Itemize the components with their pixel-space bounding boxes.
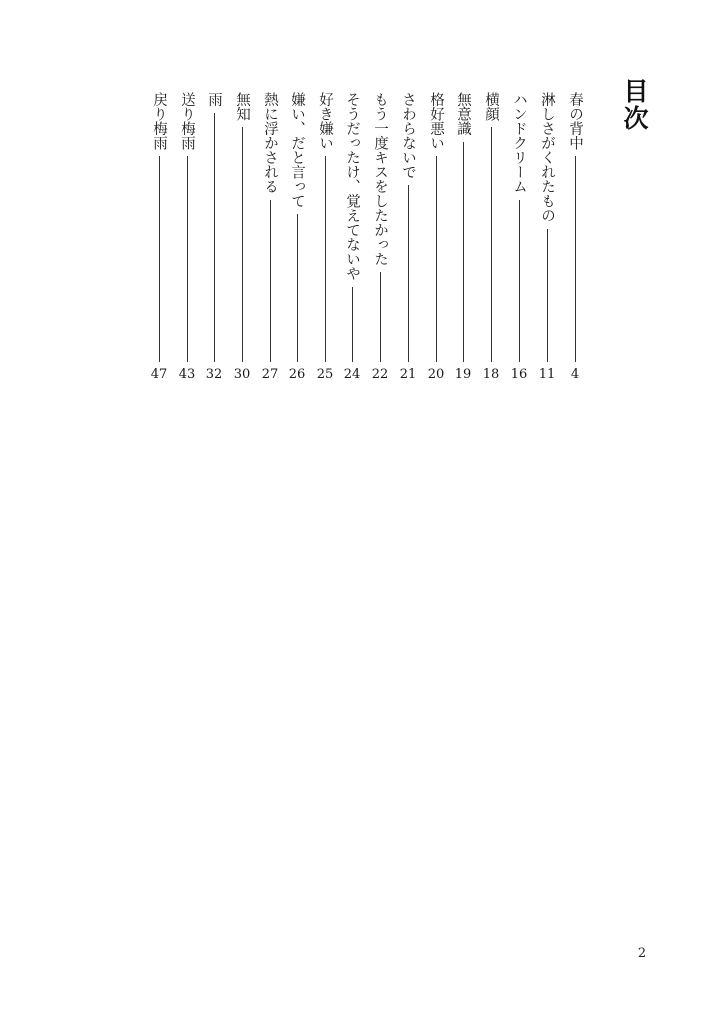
entry-title: 無意識 <box>455 92 471 136</box>
entry-title: 戻り梅雨 <box>151 92 167 150</box>
entry-page-number: 25 <box>316 367 334 382</box>
entry-page-number: 19 <box>454 367 472 382</box>
page-number: 2 <box>637 946 647 961</box>
leader-line <box>463 142 464 363</box>
toc-entry <box>315 92 335 382</box>
leader-line <box>547 229 548 363</box>
toc-entry <box>260 92 280 382</box>
entry-page-number: 32 <box>205 367 223 382</box>
toc-entry <box>398 92 418 382</box>
leader-line <box>242 127 243 362</box>
leader-line <box>575 156 576 362</box>
entry-page-number: 26 <box>288 367 306 382</box>
toc-entry <box>426 92 446 382</box>
leader-line <box>214 113 215 363</box>
leader-line <box>436 156 437 362</box>
toc-entry <box>481 92 501 382</box>
leader-line <box>187 156 188 362</box>
entry-page-number: 22 <box>371 367 389 382</box>
entry-title: 雨 <box>206 92 222 107</box>
toc-entry <box>565 92 585 382</box>
entry-title: 格好悪い <box>428 92 444 150</box>
toc-title: 目次 <box>620 78 649 132</box>
entry-page-number: 30 <box>233 367 251 382</box>
entry-page-number: 4 <box>570 367 580 382</box>
entry-title: 淋しさがくれたもの <box>539 92 555 223</box>
toc-entry <box>453 92 473 382</box>
entry-title: ハンドクリーム <box>511 92 527 194</box>
entry-title: 熱に浮かされる <box>262 92 278 194</box>
toc-entry <box>149 92 169 382</box>
toc-entry <box>370 92 390 382</box>
entry-page-number: 16 <box>510 367 528 382</box>
leader-line <box>325 156 326 362</box>
leader-line <box>519 200 520 363</box>
leader-line <box>491 127 492 362</box>
toc-entry <box>232 92 252 382</box>
entry-title: 春の背中 <box>567 92 583 150</box>
entry-title: そうだったけ、覚えてないや <box>344 92 360 281</box>
entry-title: もう一度キスをしたかった <box>372 92 388 266</box>
entry-page-number: 18 <box>482 367 500 382</box>
entry-title: 無知 <box>234 92 250 121</box>
leader-line <box>352 287 353 363</box>
entry-title: 送り梅雨 <box>179 92 195 150</box>
entry-title: さわらないで <box>400 92 416 179</box>
leader-line <box>380 272 381 362</box>
entry-title: 好き嫌い <box>317 92 333 150</box>
leader-line <box>270 200 271 363</box>
toc-entry <box>177 92 197 382</box>
leader-line <box>159 156 160 362</box>
leader-line <box>297 214 298 362</box>
entry-page-number: 11 <box>538 367 556 382</box>
toc-entry <box>342 92 362 382</box>
toc-entry <box>204 92 224 382</box>
leader-line <box>408 185 409 362</box>
toc-entry <box>287 92 307 382</box>
entry-page-number: 21 <box>399 367 417 382</box>
toc-entry <box>537 92 557 382</box>
entry-title: 嫌い、だと言って <box>289 92 305 208</box>
toc-entry <box>509 92 529 382</box>
entry-page-number: 24 <box>343 367 361 382</box>
entry-page-number: 43 <box>178 367 196 382</box>
entry-page-number: 20 <box>427 367 445 382</box>
entry-title: 横顔 <box>483 92 499 121</box>
entry-page-number: 47 <box>150 367 168 382</box>
entry-page-number: 27 <box>261 367 279 382</box>
